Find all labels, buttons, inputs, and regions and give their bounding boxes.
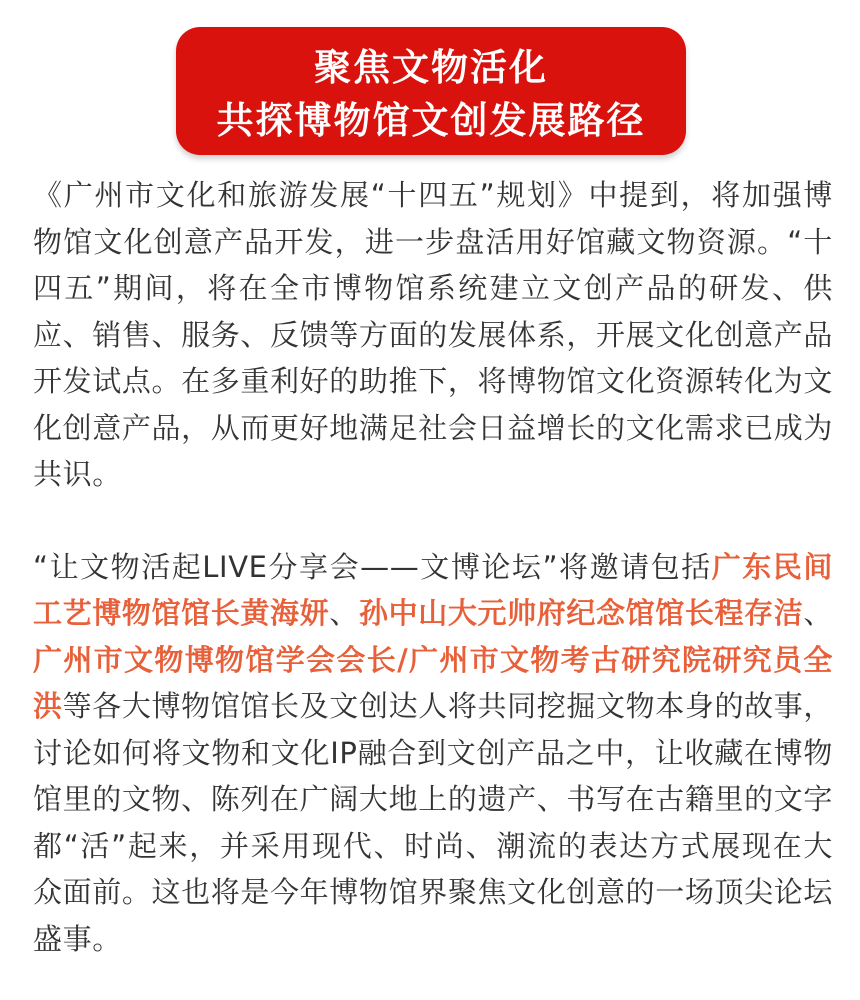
guest-separator: 、 [803,596,833,630]
guest-cheng-cunjie: 孙中山大元帅府纪念馆馆长程存洁 [358,596,804,630]
forum-description-text: 等各大博物馆馆长及文创达人将共同挖掘文物本身的故事，讨论如何将文物和文化IP融合到文创产品之中，让收藏在博物馆里的文物、陈列在广阔大地上的遗产、书写在古籍里的文字都“活”起来，并采用现代、时尚、潮流的表达方式展现在大众面前。这也将是今年博物馆界聚焦文化创意的一场顶尖论坛盛事。 [33,689,833,956]
guest-separator: 、 [329,596,359,630]
title-banner [176,27,686,155]
banner-title-line1: 聚焦文物活化 [314,46,548,89]
banner-title-line2: 共探博物馆文创发展路径 [216,99,646,142]
forum-intro-text: “让文物活起LIVE分享会——文博论坛”将邀请包括 [33,549,712,584]
guest-quan-hong: 广州市文物博物馆学会会长/广州市文物考古研究院研究员全洪 [33,642,833,723]
article-body [33,172,833,962]
guest-huang-haiyan: 广东民间工艺博物馆馆长黄海妍 [33,549,833,630]
paragraph-forum [33,544,833,963]
paragraph-plan: 《广州市文化和旅游发展“十四五”规划》中提到，将加强博物馆文化创意产品开发，进一步盘活用好馆藏文物资源。“十四五”期间，将在全市博物馆系统建立文创产品的研发、供应、销售、服务、反馈等方面的发展体系，开展文化创意产品开发试点。在多重利好的助推下，将博物馆文化资源转化为文化创意产品，从而更好地满足社会日益增长的文化需求已成为共识。 [33,178,833,491]
